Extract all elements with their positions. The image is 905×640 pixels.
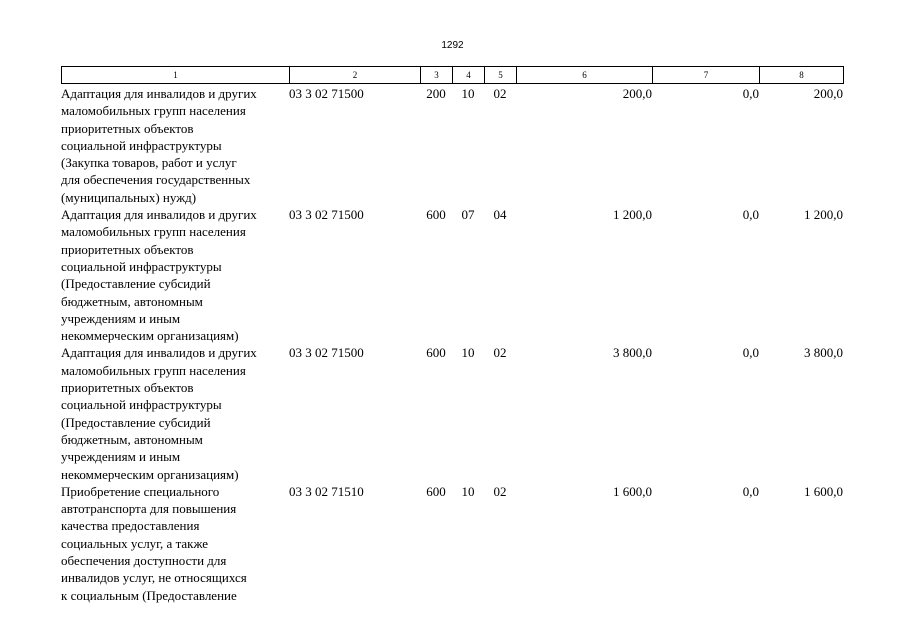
row-name-line: Адаптация для инвалидов и других <box>61 207 257 223</box>
row-name-line: для обеспечения государственных <box>61 172 251 188</box>
row-pr: 02 <box>493 86 507 101</box>
row-rz: 10 <box>461 86 475 101</box>
row-amount-7: 0,0 <box>742 345 759 361</box>
row-name-line: (Закупка товаров, работ и услуг <box>61 155 237 171</box>
row-name-line: некоммерческим организациям) <box>61 328 239 344</box>
row-code: 03 3 02 71500 <box>289 86 364 101</box>
header-col-7: 7 <box>653 67 760 84</box>
row-rz: 07 <box>461 207 475 223</box>
row-name <box>61 344 289 482</box>
row-amount-8: 1 200,0 <box>804 207 843 223</box>
row-name-line: приоритетных объектов <box>61 120 194 136</box>
row-rz: 10 <box>461 345 475 361</box>
row-vr: 600 <box>426 345 446 361</box>
row-name-line: бюджетным, автономным <box>61 431 203 447</box>
row-name-line: социальной инфраструктуры <box>61 137 222 153</box>
row-name-line: приоритетных объектов <box>61 380 194 396</box>
table-row <box>61 483 843 604</box>
row-name-line: бюджетным, автономным <box>61 293 203 309</box>
row-name-line: Приобретение специального <box>61 483 220 499</box>
row-name <box>61 206 289 344</box>
row-name-line: маломобильных групп населения <box>61 224 246 240</box>
row-code: 03 3 02 71500 <box>289 345 364 361</box>
header-col-2: 2 <box>290 67 421 84</box>
row-name-line: (Предоставление субсидий <box>61 276 211 292</box>
header-col-5: 5 <box>485 67 517 84</box>
header-col-3: 3 <box>421 67 453 84</box>
row-name-line: инвалидов услуг, не относящихся <box>61 570 247 586</box>
row-amount-6: 3 800,0 <box>613 345 652 361</box>
row-code: 03 3 02 71500 <box>289 207 364 223</box>
table-row <box>61 344 843 482</box>
row-pr: 02 <box>493 483 507 499</box>
row-name-line: (Предоставление субсидий <box>61 414 211 430</box>
row-amount-8: 200,0 <box>813 86 843 101</box>
header-col-6: 6 <box>517 67 653 84</box>
row-pr: 02 <box>493 345 507 361</box>
row-name-line: обеспечения доступности для <box>61 553 227 569</box>
header-col-1: 1 <box>62 67 290 84</box>
row-amount-6: 1 600,0 <box>613 483 652 499</box>
row-name-line: автотранспорта для повышения <box>61 501 237 517</box>
header-col-8: 8 <box>760 67 844 84</box>
row-name-line: некоммерческим организациям) <box>61 466 239 482</box>
page-number: 1292 <box>441 40 464 51</box>
row-vr: 600 <box>426 207 446 223</box>
row-vr: 600 <box>426 483 446 499</box>
table-row <box>61 206 843 344</box>
row-amount-8: 1 600,0 <box>804 483 843 499</box>
row-pr: 04 <box>493 207 507 223</box>
row-amount-6: 200,0 <box>622 86 652 101</box>
row-name-line: маломобильных групп населения <box>61 103 246 119</box>
row-name <box>61 85 289 206</box>
row-code: 03 3 02 71510 <box>289 483 364 499</box>
budget-table <box>61 85 843 604</box>
row-name-line: качества предоставления <box>61 518 200 534</box>
row-rz: 10 <box>461 483 475 499</box>
row-name-line: социальной инфраструктуры <box>61 397 222 413</box>
table-row <box>61 85 843 206</box>
row-vr: 200 <box>426 86 446 101</box>
row-amount-7: 0,0 <box>742 86 759 101</box>
row-amount-8: 3 800,0 <box>804 345 843 361</box>
row-name-line: (муниципальных) нужд) <box>61 189 197 205</box>
row-amount-7: 0,0 <box>742 483 759 499</box>
row-name-line: учреждениям и иным <box>61 449 181 465</box>
row-name-line: приоритетных объектов <box>61 241 194 257</box>
row-amount-7: 0,0 <box>742 207 759 223</box>
row-name-line: социальных услуг, а также <box>61 535 209 551</box>
row-name-line: социальной инфраструктуры <box>61 258 222 274</box>
row-amount-6: 1 200,0 <box>613 207 652 223</box>
column-number-header <box>61 66 844 84</box>
header-col-4: 4 <box>453 67 485 84</box>
row-name-line: учреждениям и иным <box>61 310 181 326</box>
row-name <box>61 483 289 604</box>
row-name-line: маломобильных групп населения <box>61 362 246 378</box>
row-name-line: Адаптация для инвалидов и других <box>61 86 257 101</box>
row-name-line: Адаптация для инвалидов и других <box>61 345 257 361</box>
row-name-line: к социальным (Предоставление <box>61 587 237 603</box>
